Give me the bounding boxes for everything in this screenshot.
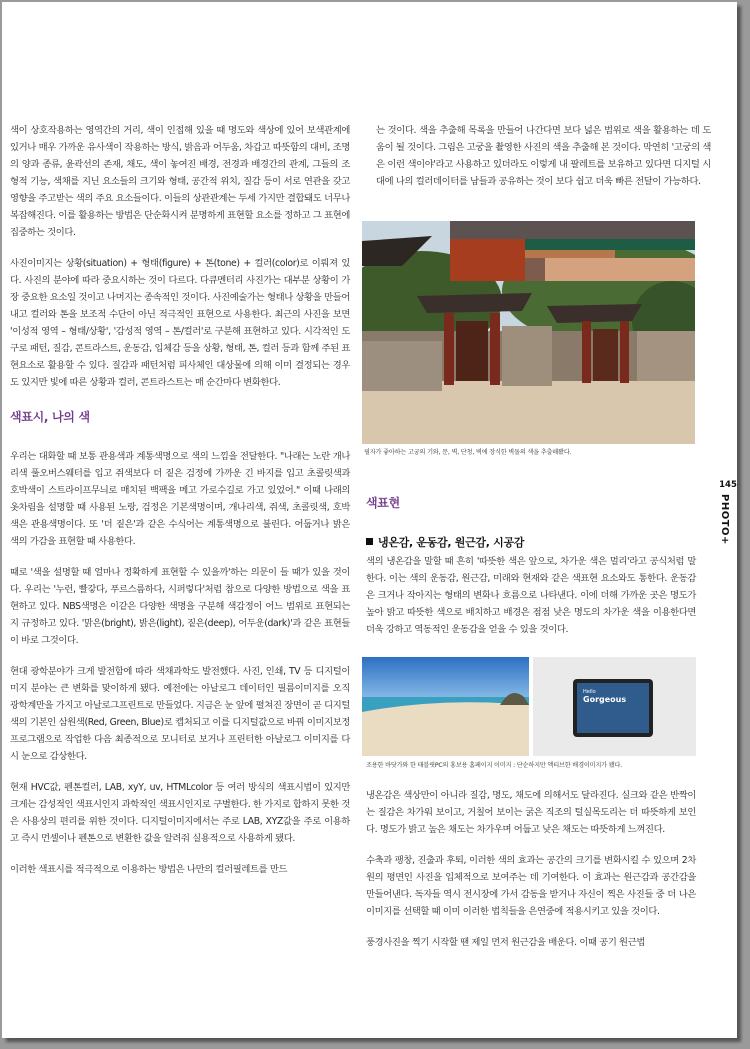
subheading — [366, 534, 696, 551]
swatch — [525, 258, 545, 281]
page-sidebar — [719, 480, 737, 545]
tablet-screen — [577, 683, 649, 733]
left-column — [10, 122, 350, 892]
swatch — [525, 239, 695, 250]
right-column-top — [376, 122, 711, 204]
beach-photo — [362, 657, 529, 756]
swatch — [450, 221, 695, 239]
square-bullet-icon — [366, 538, 373, 545]
section-heading: 색표시, 나의 색 — [10, 410, 90, 424]
photo-caption: 조용한 바닷가와 한 태블릿PC의 홍보용 홈페이지 이미지 : 단순하지만 액티브한 배경이미지가 됐다. — [366, 762, 623, 769]
paragraph: 현대 광학분야가 크게 발전함에 따라 색채과학도 발전했다. 사진, 인쇄, TV 등 디지털이미지 분야는 큰 변화를 맞이하게 됐다. 예전에는 아날로그 데이터인 필름이미지를 오직 광학계만을 가지고 아날로그프린트로 만들었다. 지금은 눈 앞에 펼쳐진 장면이 곧 디지털색의 기본인 삼원색(Red, Green, Blue)로 캡처되고 이를 디지털값으로 바꿔 이미지보정프로그램으로 작업한 다음 최종적으로 모니터로 보거나 프린터한 아날로그 이미지를 다시 눈으로 감상한다. — [10, 666, 350, 762]
photo-caption: 필자가 좋아하는 고궁의 기와, 문, 벽, 단청, 벽에 장식한 벽돌의 색을 추출해봤다. — [364, 449, 572, 456]
paragraph: 사진이미지는 상황(situation) + 형태(figure) + 톤(tone) + 컬러(color)로 이뤄져 있다. 사진의 분야에 따라 중요시하는 것이 다르다. 다큐멘터리 사진가는 대부분 상황이 가장 중요한 요소일 것이고 나머지는 종속적인 것이다. 사진예술가는 형태나 상황을 만들어내고 컬러와 톤을 보조적 수단이 아닌 적극적인 표현으로 사용한다. 최근의 사진을 보면 '이성적 영역 – 형태/상황', '감성적 영역 – 톤/컬러'로 구분해 표현하고 있다. 시각적인 도구로 패턴, 질감, 콘트라스트, 운동감, 입체감 등을 상황, 형태, 톤, 컬러 등과 함께 주된 표현요소로 활용할 수 있다. 질감과 패턴처럼 피사체인 대상물에 의해 이미 결정되는 경우도 있지만 빛에 따른 상황과 컬러, 콘트라스트는 매 순간마다 변화한다. — [10, 258, 350, 388]
palace-photo — [362, 221, 695, 444]
paragraph: 우리는 대화할 때 보통 관용색과 계통색명으로 색의 느낌을 전달한다. "나래는 노란 개나리색 풀오버스웨터를 입고 쥐색보다 더 짙은 검정에 가까운 긴 바지를 입고 초콜릿색과 호박색이 스트라이프무늬로 매치된 백팩을 메고 가로수길로 가고 있었어." 이때 나래의 옷차림을 설명할 때 사용된 노랑, 검정은 기본색명이며, 개나리색, 쥐색, 초콜릿색, 호박색은 관용색명이다. 또 '더 짙은'과 같은 수식어는 계통색명으로 불린다. 어둡거나 밝은 색의 가감을 표현할 때 사용한다. — [10, 451, 350, 547]
paragraph: 풍경사진을 찍기 시작할 땐 제일 먼저 원근감을 배운다. 이때 공기 원근법 — [366, 937, 645, 948]
right-column-bottom — [366, 787, 696, 965]
paragraph: 색이 상호작용하는 영역간의 거리, 색이 인접해 있을 때 명도와 색상에 있어 보색관계에 있거나 매우 가까운 유사색이 작용하는 방식, 밝음과 어두움, 차갑고 따뜻함의 대비, 조명의 양과 종류, 윤곽선의 존재, 채도, 색이 놓여진 배경, 전경과 배경간의 관계, 그들의 조형적 기능, 색채를 지닌 요소들의 크기와 형태, 공간적 위치, 질감 등이 서로 연관을 갖고 영향을 주고받는 색의 주요 요소들이다. 이들의 상관관계는 두세 가지만 결합돼도 너무나 복잡해진다. 이를 활용하는 방법은 단순화시켜 분명하게 표현할 요소를 정하고 그 표현에 집중하는 것이다. — [10, 125, 350, 238]
tablet-headline: Gorgeous — [583, 695, 627, 704]
tablet-photo — [533, 657, 696, 756]
magazine-brand: PHOTO+ — [719, 494, 730, 545]
paragraph: 수축과 팽창, 진출과 후퇴, 이러한 색의 효과는 공간의 크기를 변화시킬 수 있으며 2차원의 평면인 사진을 입체적으로 보여주는 데 기여한다. 이 효과는 원근감과 공간감을 만들어낸다. 독자들 역시 전시장에 가서 감동을 받거나 자신이 찍은 사진들 중 더 나은 이미지를 선택할 때 이미 이러한 법칙들을 은연중에 적용시키고 있을 것이다. — [366, 855, 696, 917]
paragraph: 는 것이다. 색을 추출해 목록을 만들어 나간다면 보다 넓은 범위로 색을 활용하는 데 도움이 될 것이다. 그림은 고궁을 촬영한 사진의 색을 추출해 본 것이다. 막연히 '고궁의 색은 이런 색이야'라고 사용하고 있더라도 이렇게 내 팔레트를 보유하고 있다면 디지털 시대에 나의 컬러데이터를 남들과 공유하는 것이 보다 쉽고 더욱 빠른 전달이 가능하다. — [376, 125, 711, 187]
paragraph: 이러한 색표시를 적극적으로 이용하는 방법은 나만의 컬러필레트를 만드 — [10, 864, 288, 875]
paragraph: 냉온감은 색상만이 아니라 질감, 명도, 채도에 의해서도 달라진다. 실크와 같은 반짝이는 질감은 차가워 보이고, 거칠어 보이는 굵은 직조의 털실목도리는 더 따뜻하게 보인다. 명도가 밝고 높은 채도는 차가우며 어둡고 낮은 채도는 따뜻하게 느껴진다. — [366, 790, 696, 835]
page-number: 145 — [719, 480, 737, 490]
swatch — [545, 258, 695, 281]
beach-image — [362, 657, 529, 756]
paragraph: 색의 냉온감을 말할 때 흔히 '따뜻한 색은 앞으로, 차가운 색은 멀리'라고 공식처럼 말한다. 이는 색의 운동감, 원근감, 미래와 현재와 같은 색표현 요소와도 통한다. 운동감은 크거나 작아지는 형태의 변화나 흐름으로 나타낸다. 이에 더해 가까운 곳은 명도가 높아 밝고 따뜻한 색으로 배치하고 배경은 점점 낮은 명도의 차가운 색을 이용한다면 더욱 강하고 역동적인 운동감을 얻을 수 있을 것이다. — [366, 556, 696, 635]
magazine-page — [2, 2, 737, 1038]
tablet-hello: Hello — [583, 689, 596, 695]
swatch — [525, 250, 615, 258]
swatch — [450, 239, 525, 281]
tablet-device — [573, 679, 653, 737]
right-column-section — [366, 495, 696, 652]
paragraph: 때로 '색을 설명할 때 얼마나 정확하게 표현할 수 있을까'하는 의문이 들 때가 있을 것이다. 우리는 '누런, 빨갛다, 푸르스름하다, 시퍼렇다'처럼 참으로 다양한 방법으로 색을 표현하고 있다. NBS색명은 이같은 다양한 색명을 구분해 색감정이 어느 범위로 표현되는지 규정하고 있다. '맑은(bright), 밝은(light), 짙은(deep), 어두운(dark)'과 같은 표현들이 바로 그것이다. — [10, 567, 350, 646]
section-heading: 색표현 — [366, 496, 400, 510]
paragraph: 현재 HVC값, 펜톤컬러, LAB, xyY, uv, HTMLcolor 등 여러 방식의 색표시법이 있지만 크게는 감성적인 색표시인지 과학적인 색표시인지로 구별한다. 한 가지로 합하지 못한 것은 사용상의 편리를 위한 것이다. 디지털이미지에서는 주로 LAB, XYZ값을 주로 이용하고 즉시 먼셀이나 펜톤으로 변환한 값을 알려줘 실용적으로 사용하게 됐다. — [10, 782, 350, 844]
color-palette — [450, 221, 695, 281]
subheading-text: 냉온감, 운동감, 원근감, 시공감 — [378, 536, 525, 549]
